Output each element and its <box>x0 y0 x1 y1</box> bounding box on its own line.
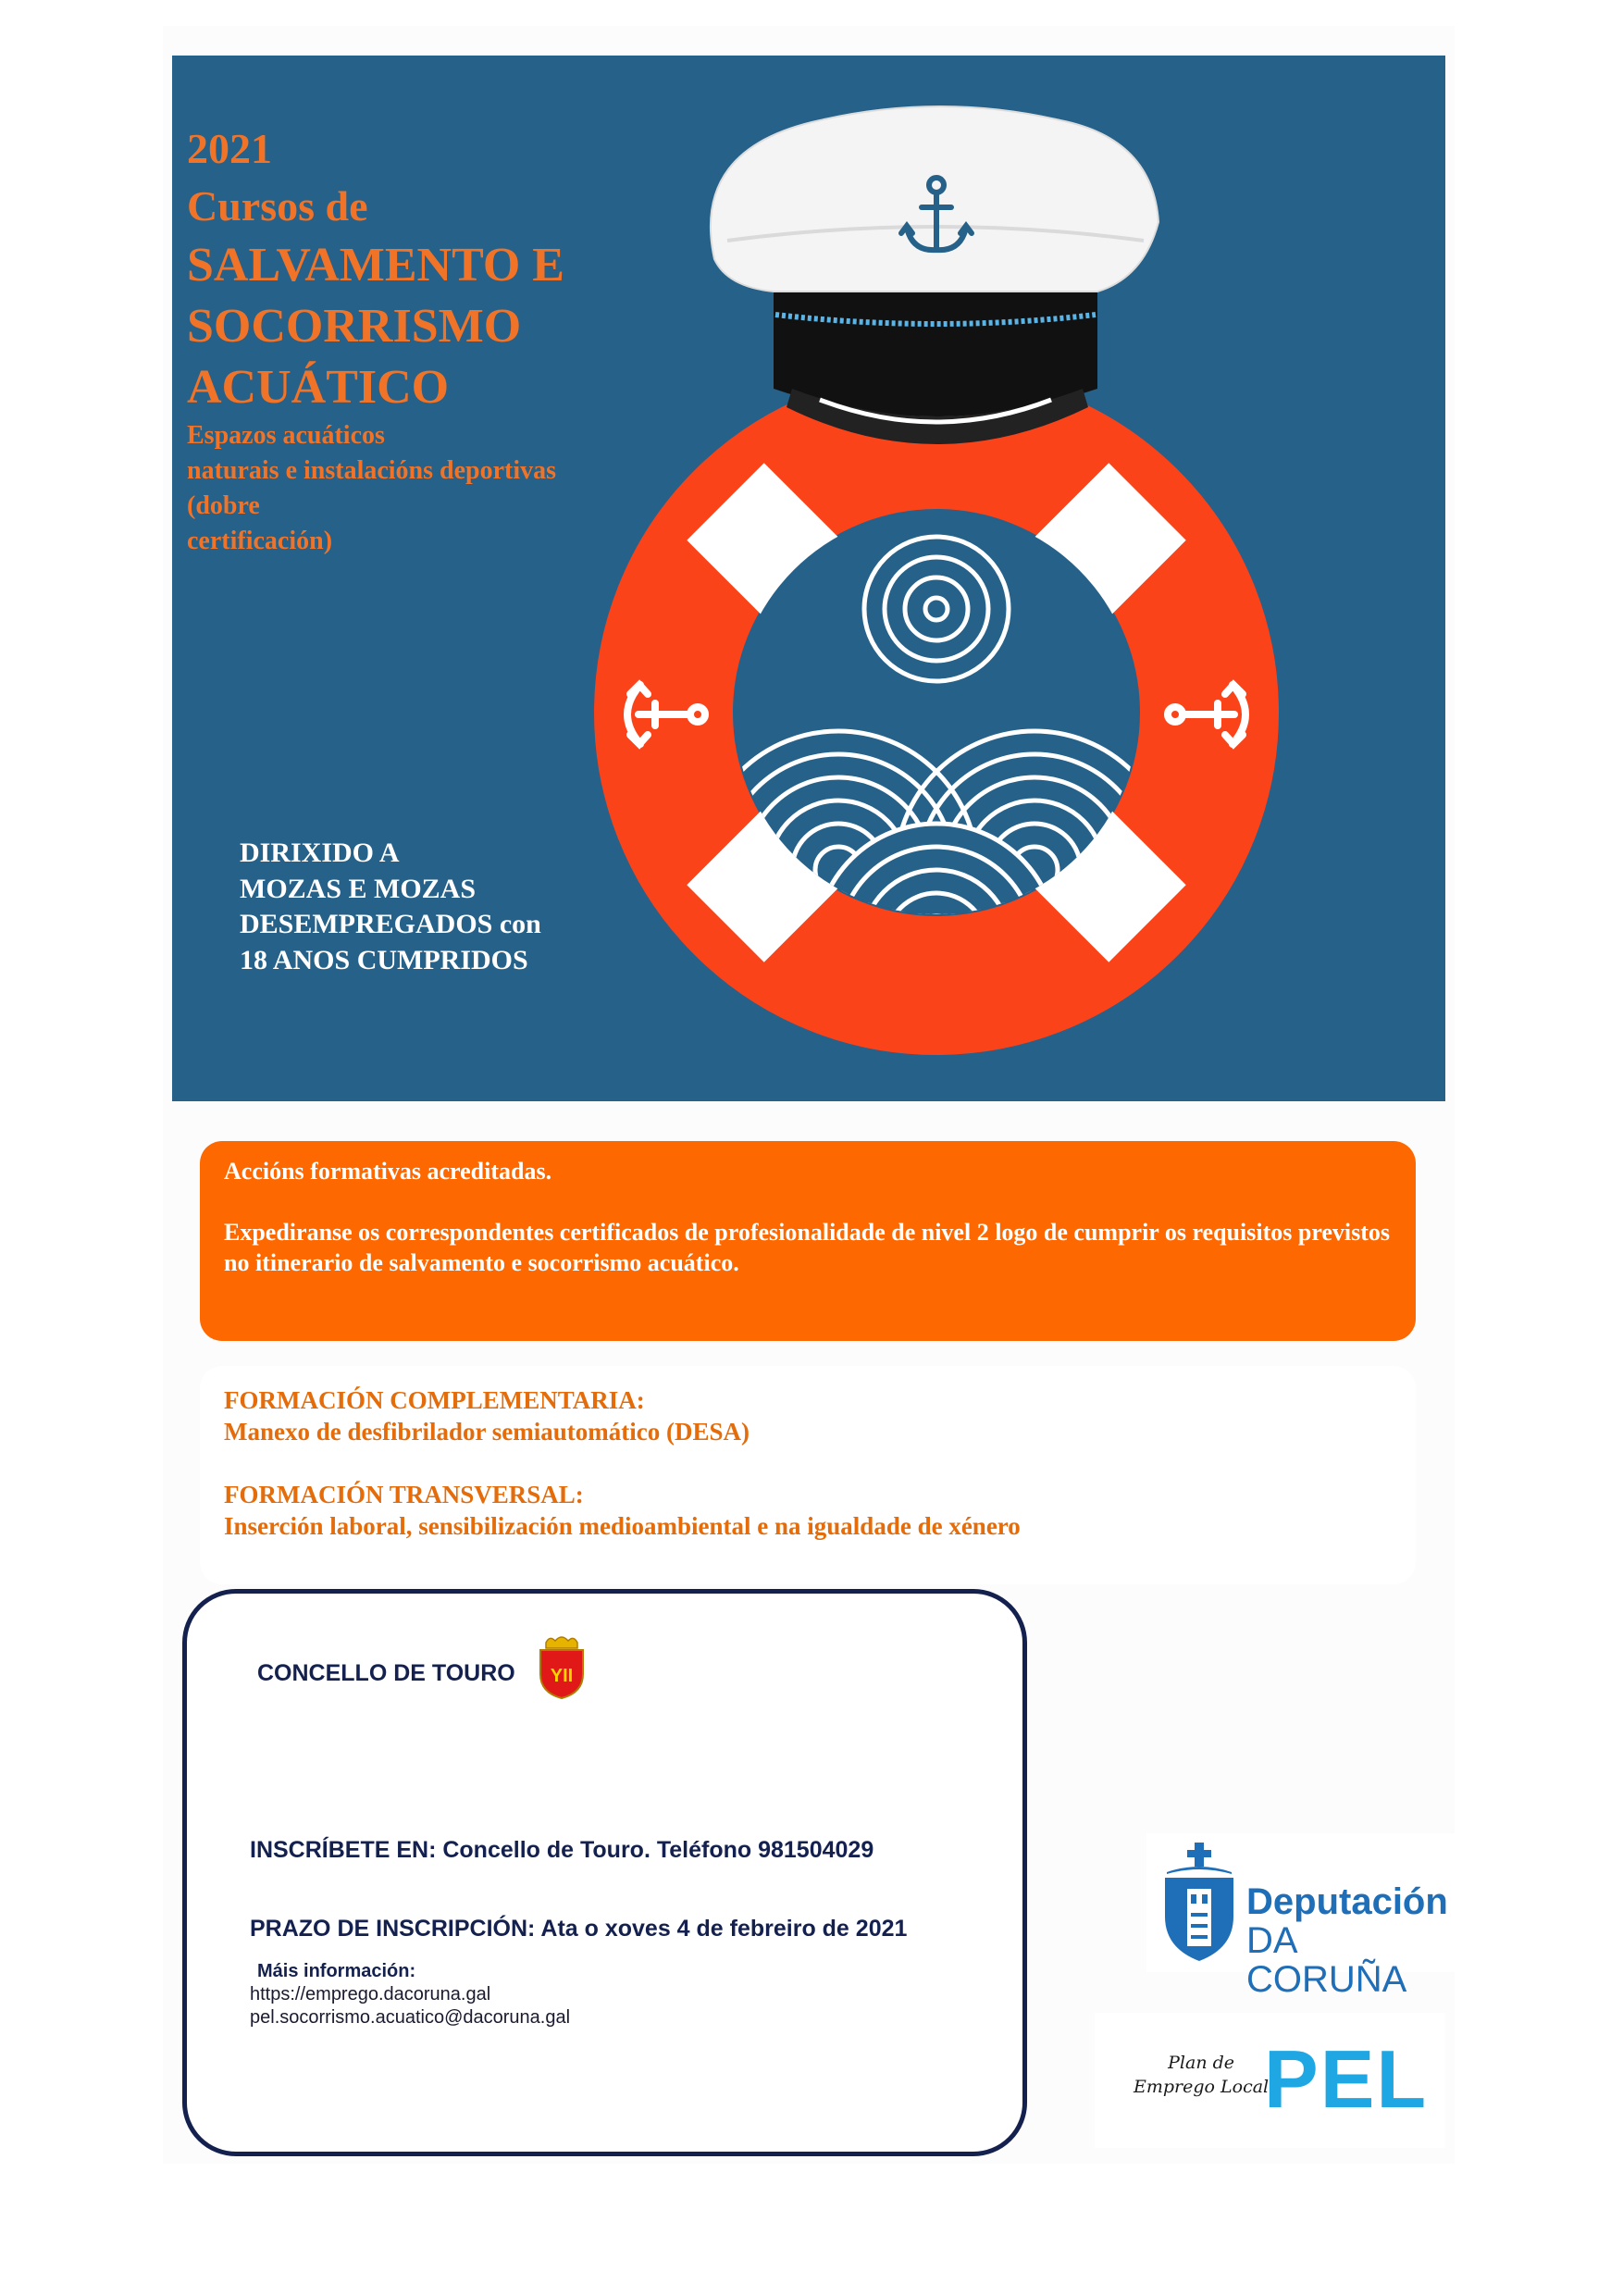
hero-banner <box>172 56 1445 1101</box>
deadline-line <box>250 1916 907 1942</box>
register-line <box>250 1837 873 1864</box>
deputacion-line-1: Deputación <box>1246 1881 1448 1922</box>
more-info-label: Máis información: <box>257 1961 416 1981</box>
accreditation-heading: Accións formativas acreditadas. <box>224 1158 552 1185</box>
course-intro: Cursos de <box>187 182 368 230</box>
info-email-link[interactable]: pel.socorrismo.acuatico@dacoruna.gal <box>250 2007 571 2028</box>
transversal-text: Inserción laboral, sensibilización medioambiental e na igualdade de xénero <box>224 1512 1021 1540</box>
deputacion-logo <box>1146 1833 1455 2000</box>
target-line-2: MOZAS E MOZAS <box>240 873 477 904</box>
pel-script-line-1: Plan de <box>1168 2053 1234 2073</box>
transversal-label: FORMACIÓN TRANSVERSAL: <box>224 1481 584 1508</box>
council-name: CONCELLO DE TOURO <box>257 1660 515 1686</box>
subtitle-line-1: Espazos acuáticos <box>187 421 385 450</box>
deputacion-name <box>1246 1882 1455 1999</box>
title-line-1: SALVAMENTO E <box>187 239 564 292</box>
training-box <box>200 1366 1416 1584</box>
pel-script-line-2: Emprego Local <box>1134 2077 1270 2097</box>
captain-hat-icon <box>711 106 1158 444</box>
subtitle-line-2: naturais e instalacións deportivas <box>187 456 557 485</box>
course-year: 2021 <box>187 125 272 172</box>
target-line-3: DESEMPREGADOS con <box>240 909 541 939</box>
title-line-3: ACUÁTICO <box>187 361 450 414</box>
register-value: Concello de Touro. Teléfono 981504029 <box>442 1837 874 1863</box>
register-label: INSCRÍBETE EN: <box>250 1837 437 1863</box>
pel-wordmark: PEL <box>1264 2033 1429 2125</box>
target-line-1: DIRIXIDO A <box>240 838 400 868</box>
pel-logo <box>1095 2013 1445 2148</box>
complementary-text: Manexo de desfibrilador semiautomático (DESA) <box>224 1418 750 1446</box>
deadline-value: Ata o xoves 4 de febreiro de 2021 <box>540 1916 908 1942</box>
accreditation-box <box>200 1141 1416 1341</box>
info-url-link[interactable]: https://emprego.dacoruna.gal <box>250 1984 491 2004</box>
deadline-label: PRAZO DE INSCRIPCIÓN: <box>250 1916 536 1942</box>
complementary-label: FORMACIÓN COMPLEMENTARIA: <box>224 1386 645 1414</box>
course-title <box>187 120 564 559</box>
target-line-4: 18 ANOS CUMPRIDOS <box>240 944 528 975</box>
deputacion-emblem-icon <box>1159 1841 1239 1963</box>
target-audience <box>240 836 541 978</box>
subtitle-line-3: (dobre <box>187 491 260 520</box>
subtitle-line-4: certificación) <box>187 527 333 555</box>
council-shield-icon <box>537 1635 587 1700</box>
shield-letters: YII <box>550 1666 574 1686</box>
deputacion-line-2: DA CORUÑA <box>1246 1920 1407 2000</box>
accreditation-body: Expediranse os correspondentes certificados de profesionalidade de nivel 2 logo de cumprir os requisitos previstos no itinerario de salvamento e socorrismo acuático. <box>224 1219 1391 1276</box>
contact-box <box>182 1589 1027 2156</box>
pel-script <box>1134 2051 1269 2099</box>
title-line-2: SOCORRISMO <box>187 300 522 353</box>
